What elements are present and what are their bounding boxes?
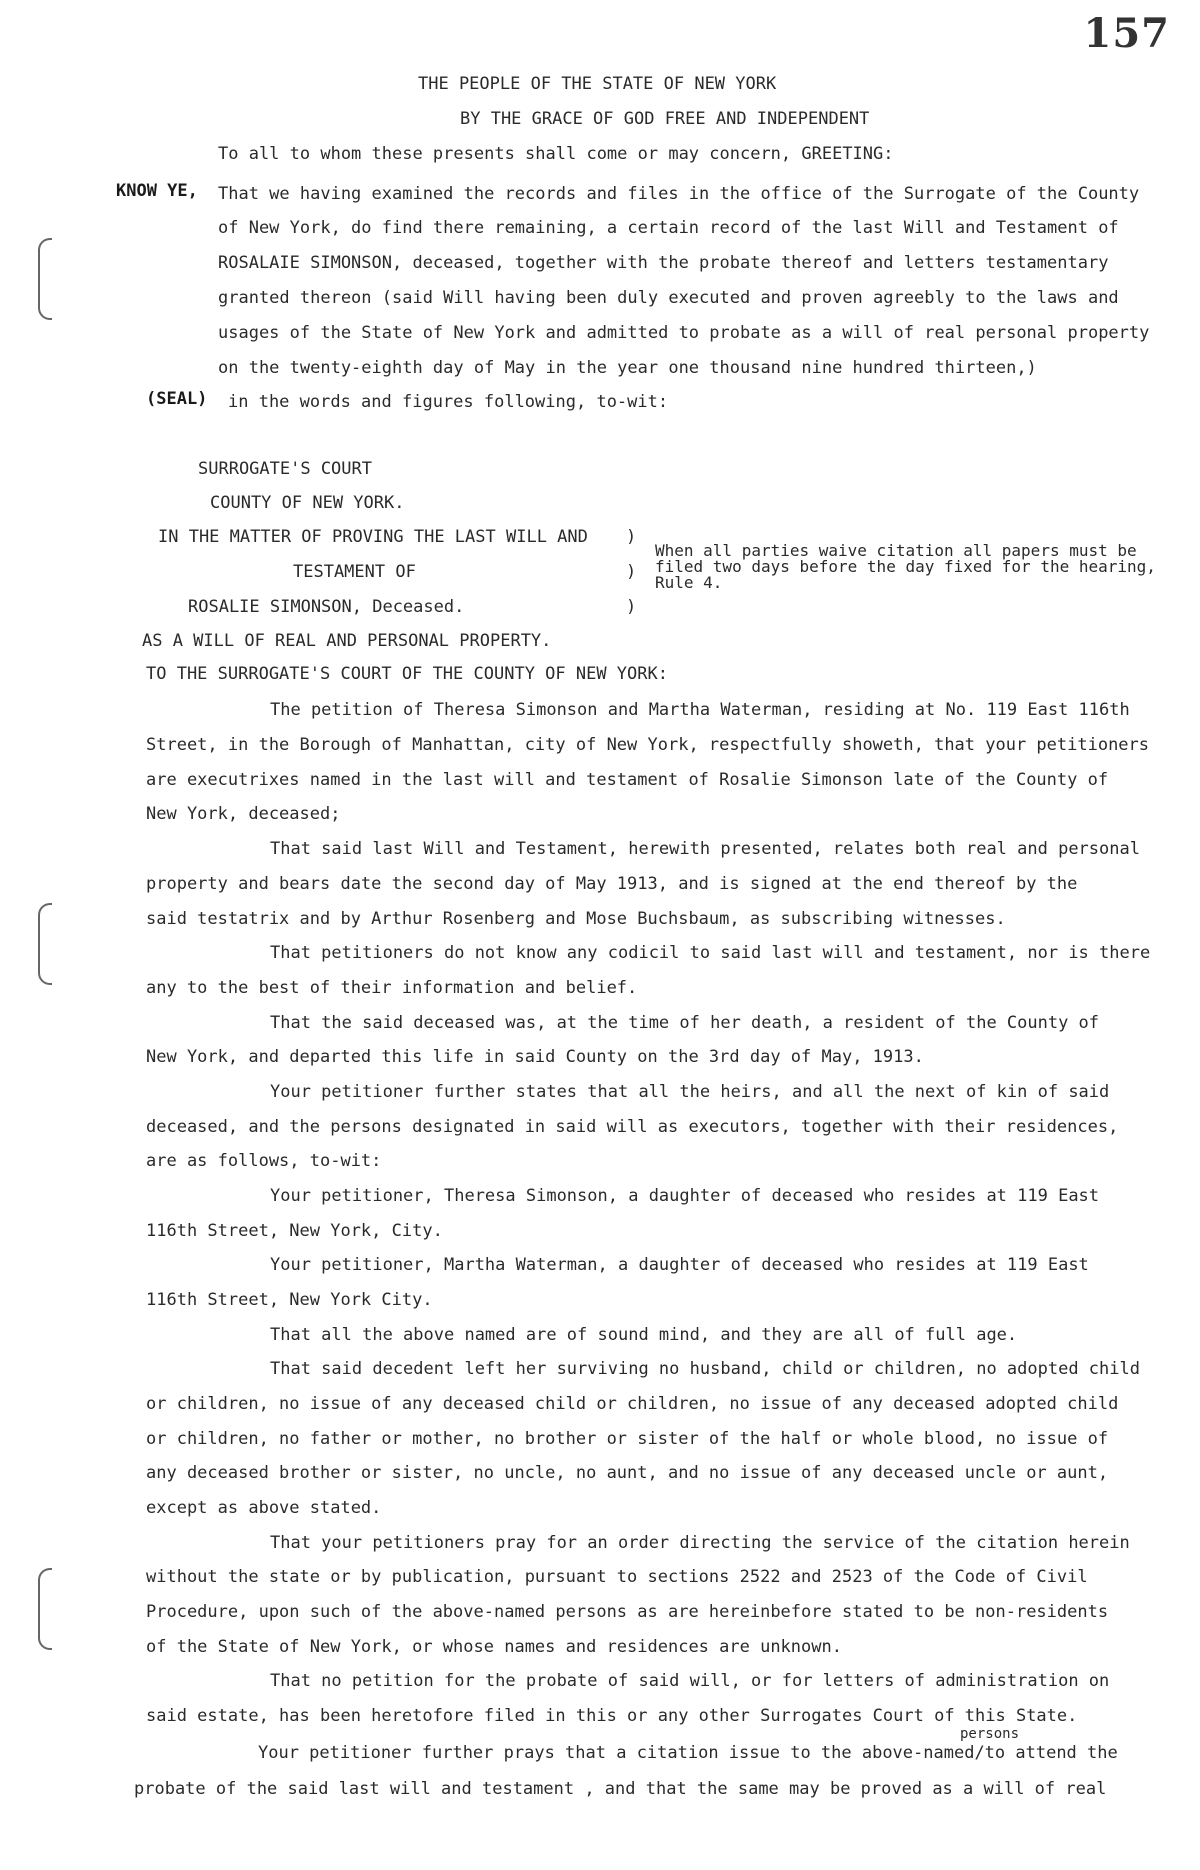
body-line: Procedure, upon such of the above-named persons as are hereinbefore stated to be non-residents bbox=[146, 1602, 1109, 1622]
body-line: without the state or by publication, pursuant to sections 2522 and 2523 of the Code of Civil bbox=[146, 1567, 1088, 1587]
header-line-2: BY THE GRACE OF GOD FREE AND INDEPENDENT bbox=[460, 109, 870, 129]
body-line: That said decedent left her surviving no husband, child or children, no adopted child bbox=[270, 1359, 1140, 1379]
caption-paren: ) bbox=[626, 597, 637, 617]
body-line: That said last Will and Testament, herewith presented, relates both real and personal bbox=[270, 839, 1140, 859]
know-ye-line: ROSALAIE SIMONSON, deceased, together with the probate thereof and letters testamentary bbox=[218, 253, 1109, 273]
body-line: That your petitioners pray for an order directing the service of the citation herein bbox=[270, 1533, 1130, 1553]
body-line: The petition of Theresa Simonson and Martha Waterman, residing at No. 119 East 116th bbox=[270, 700, 1130, 720]
body-line: said testatrix and by Arthur Rosenberg and Mose Buchsbaum, as subscribing witnesses. bbox=[146, 909, 1006, 929]
body-line: New York, deceased; bbox=[146, 804, 341, 824]
caption-matter-4: AS A WILL OF REAL AND PERSONAL PROPERTY. bbox=[142, 631, 552, 651]
know-ye-line: usages of the State of New York and admitted to probate as a will of real personal property bbox=[218, 323, 1150, 343]
body-line: of the State of New York, or whose names and residences are unknown. bbox=[146, 1637, 842, 1657]
body-line: That petitioners do not know any codicil to said last will and testament, nor is there bbox=[270, 943, 1151, 963]
caption-court: SURROGATE'S COURT bbox=[198, 459, 372, 479]
body-line: or children, no issue of any deceased child or children, no issue of any deceased adopted child bbox=[146, 1394, 1119, 1414]
body-line: Street, in the Borough of Manhattan, city of New York, respectfully showeth, that your petitioners bbox=[146, 735, 1150, 755]
binding-hole-middle bbox=[38, 903, 52, 985]
body-line: Your petitioner further states that all the heirs, and all the next of kin of said bbox=[270, 1082, 1110, 1102]
body-line: That no petition for the probate of said will, or for letters of administration on bbox=[270, 1671, 1110, 1691]
caption-matter-3: ROSALIE SIMONSON, Deceased. bbox=[188, 597, 465, 617]
body-line: any deceased brother or sister, no uncle, no aunt, and no issue of any deceased uncle or aunt, bbox=[146, 1463, 1109, 1483]
page-number: 157 bbox=[1083, 10, 1170, 57]
caption-matter-2: TESTAMENT OF bbox=[293, 562, 416, 582]
interlineation: persons bbox=[960, 1726, 1020, 1742]
know-ye-line: granted thereon (said Will having been duly executed and proven agreebly to the laws and bbox=[218, 288, 1119, 308]
know-ye-line: on the twenty-eighth day of May in the year one thousand nine hundred thirteen,) bbox=[218, 358, 1037, 378]
caption-county: COUNTY OF NEW YORK. bbox=[210, 493, 405, 513]
body-line: 116th Street, New York City. bbox=[146, 1290, 433, 1310]
body-line: any to the best of their information and belief. bbox=[146, 978, 638, 998]
caption-paren: ) bbox=[626, 562, 637, 582]
body-line: That all the above named are of sound mind, and they are all of full age. bbox=[270, 1325, 1018, 1345]
body-line: New York, and departed this life in said County on the 3rd day of May, 1913. bbox=[146, 1047, 924, 1067]
know-ye-line: That we having examined the records and files in the office of the Surrogate of the County bbox=[218, 184, 1140, 204]
body-line: said estate, has been heretofore filed in this or any other Surrogates Court of this State. bbox=[146, 1706, 1078, 1726]
body-line: 116th Street, New York, City. bbox=[146, 1221, 443, 1241]
body-line: except as above stated. bbox=[146, 1498, 382, 1518]
seal-label: (SEAL) bbox=[146, 389, 208, 409]
body-line: are executrixes named in the last will and testament of Rosalie Simonson late of the County of bbox=[146, 770, 1109, 790]
header-line-1: THE PEOPLE OF THE STATE OF NEW YORK bbox=[418, 74, 777, 94]
binding-hole-bottom bbox=[38, 1568, 52, 1650]
know-ye-label: KNOW YE, bbox=[116, 181, 198, 201]
know-ye-line: of New York, do find there remaining, a certain record of the last Will and Testament of bbox=[218, 218, 1119, 238]
to-court-line: TO THE SURROGATE'S COURT OF THE COUNTY OF NEW YORK: bbox=[146, 664, 668, 684]
body-line: Your petitioner, Theresa Simonson, a daughter of deceased who resides at 119 East bbox=[270, 1186, 1100, 1206]
body-line: property and bears date the second day of May 1913, and is signed at the end thereof by the bbox=[146, 874, 1078, 894]
body-line: deceased, and the persons designated in said will as executors, together with their residences, bbox=[146, 1117, 1119, 1137]
body-line: Your petitioner, Martha Waterman, a daughter of deceased who resides at 119 East bbox=[270, 1255, 1089, 1275]
caption-paren: ) bbox=[626, 527, 637, 547]
body-line: probate of the said last will and testament , and that the same may be proved as a will of real bbox=[134, 1779, 1107, 1799]
caption-matter-1: IN THE MATTER OF PROVING THE LAST WILL AND bbox=[158, 527, 588, 547]
binding-hole-top bbox=[38, 238, 52, 320]
body-line: Your petitioner further prays that a citation issue to the above-named/to attend the bbox=[258, 1743, 1118, 1763]
seal-line: in the words and figures following, to-wit: bbox=[228, 392, 669, 412]
body-line: or children, no father or mother, no brother or sister of the half or whole blood, no issue of bbox=[146, 1429, 1109, 1449]
body-line: are as follows, to-wit: bbox=[146, 1151, 382, 1171]
greeting: To all to whom these presents shall come or may concern, GREETING: bbox=[218, 144, 894, 164]
body-line: That the said deceased was, at the time of her death, a resident of the County of bbox=[270, 1013, 1100, 1033]
waiver-note: When all parties waive citation all papers must be filed two days before the day fixed for the hearing, Rule 4. bbox=[655, 541, 1156, 592]
